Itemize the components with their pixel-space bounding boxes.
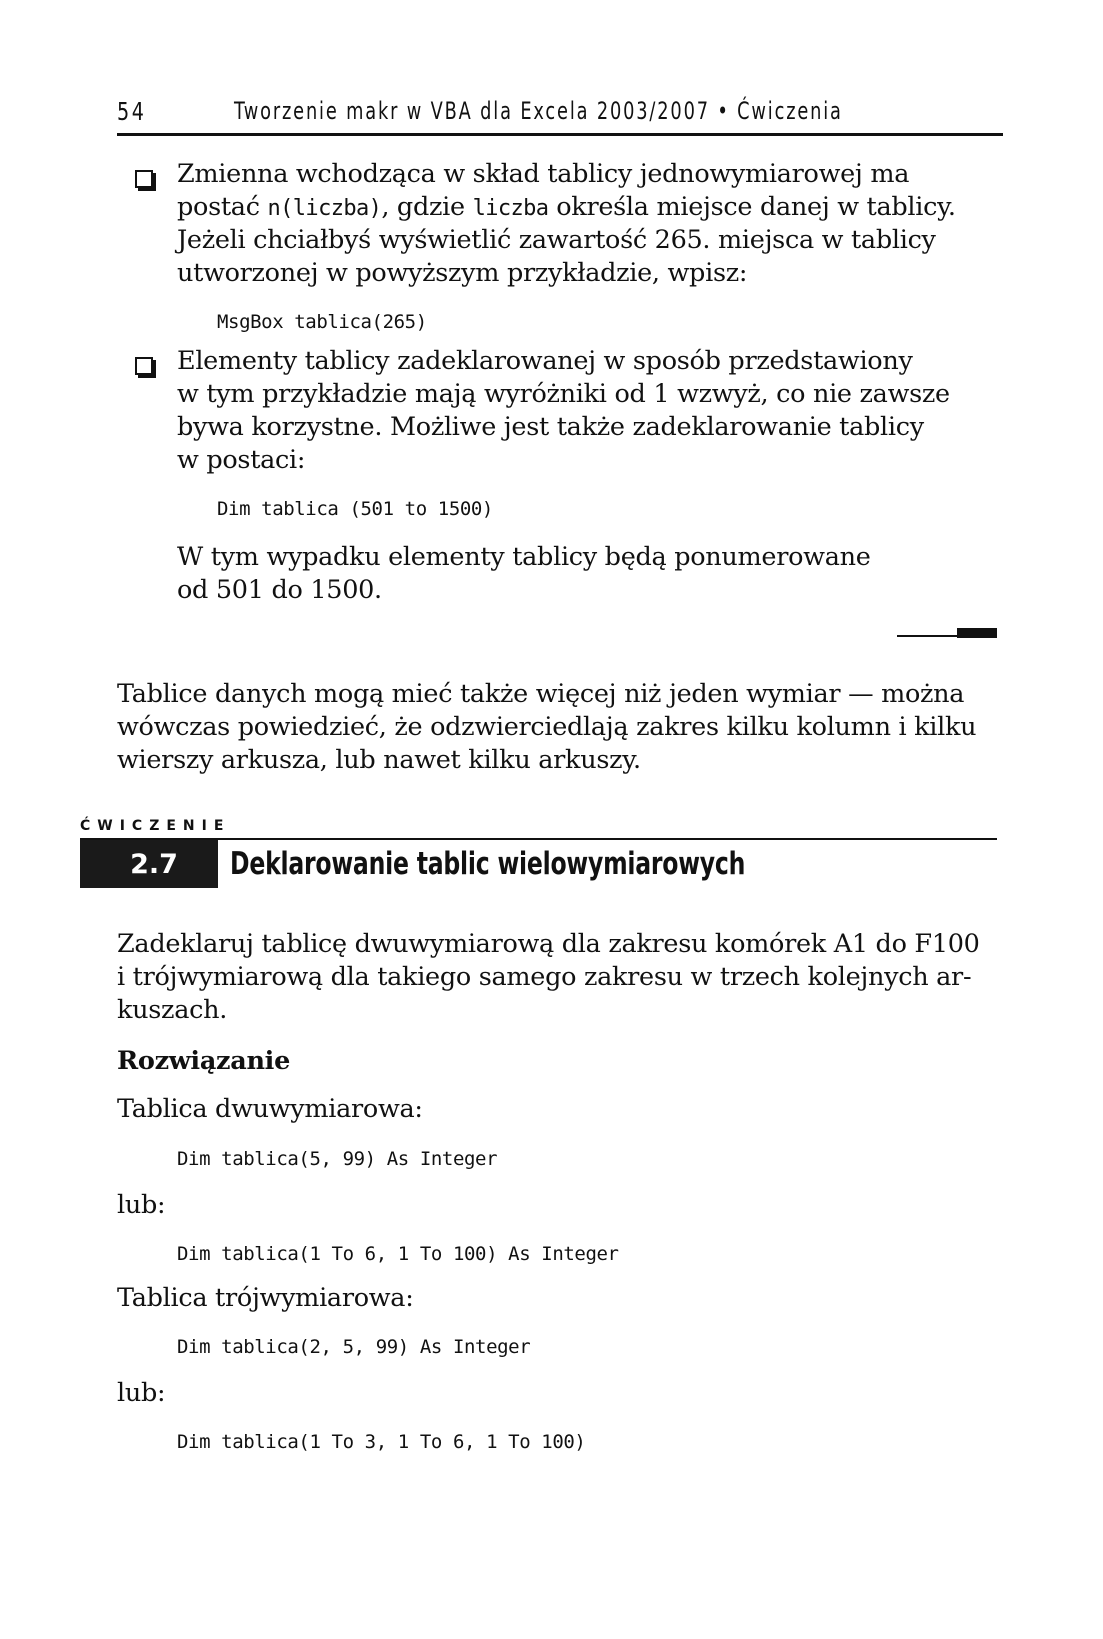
- paragraph-line1: Tablice danych mogą mieć także więcej niż jeden wymiar — można: [117, 679, 965, 709]
- page-number: 54: [117, 97, 147, 126]
- task-line3: kuszach.: [117, 995, 228, 1025]
- exercise-number: 2.7: [80, 840, 218, 888]
- two-dim-label: Tablica dwuwymiarowa:: [117, 1094, 423, 1124]
- code-line: Dim tablica(2, 5, 99) As Integer: [177, 1336, 531, 1358]
- code-line: Dim tablica(5, 99) As Integer: [177, 1148, 498, 1170]
- inline-code: n(liczba): [267, 196, 382, 221]
- code-line: Dim tablica (501 to 1500): [217, 498, 493, 520]
- bullet2-line2: w tym przykładzie mają wyróżniki od 1 wzwyż, co nie zawsze: [177, 379, 950, 409]
- bullet1-line2: postać n(liczba), gdzie liczba określa miejsce danej w tablicy.: [177, 192, 956, 222]
- or-label: lub:: [117, 1378, 166, 1408]
- end-marker-block: [957, 628, 997, 638]
- inline-code: liczba: [472, 196, 549, 221]
- checkbox-bullet-icon: [135, 357, 153, 375]
- bullet2-after-line2: od 501 do 1500.: [177, 575, 382, 605]
- bullet2-line3: bywa korzystne. Możliwe jest także zadeklarowanie tablicy: [177, 412, 924, 442]
- paragraph-line2: wówczas powiedzieć, że odzwierciedlają zakres kilku kolumn i kilku: [117, 712, 977, 742]
- paragraph-line3: wierszy arkusza, lub nawet kilku arkuszy.: [117, 745, 641, 775]
- three-dim-label: Tablica trójwymiarowa:: [117, 1283, 414, 1313]
- bullet2-line1: Elementy tablicy zadeklarowanej w sposób przedstawiony: [177, 346, 913, 376]
- or-label: lub:: [117, 1190, 166, 1220]
- bullet1-line4: utworzonej w powyższym przykładzie, wpisz:: [177, 258, 748, 288]
- task-line1: Zadeklaruj tablicę dwuwymiarową dla zakresu komórek A1 do F100: [117, 929, 980, 959]
- running-title: Tworzenie makr w VBA dla Excela 2003/2007 • Ćwiczenia: [234, 97, 843, 125]
- code-line: Dim tablica(1 To 3, 1 To 6, 1 To 100): [177, 1431, 586, 1453]
- bullet1-line3: Jeżeli chciałbyś wyświetlić zawartość 265. miejsca w tablicy: [177, 225, 936, 255]
- task-line2: i trójwymiarową dla takiego samego zakresu w trzech kolejnych ar-: [117, 962, 972, 992]
- code-line: Dim tablica(1 To 6, 1 To 100) As Integer: [177, 1243, 619, 1265]
- checkbox-bullet-icon: [135, 170, 153, 188]
- bullet2-line4: w postaci:: [177, 445, 306, 475]
- end-marker-rule: [897, 635, 957, 637]
- bullet1-line1: Zmienna wchodząca w skład tablicy jednowymiarowej ma: [177, 159, 910, 189]
- header-rule: [117, 133, 1003, 136]
- exercise-title: Deklarowanie tablic wielowymiarowych: [230, 846, 746, 882]
- code-line: MsgBox tablica(265): [217, 311, 427, 333]
- exercise-label: ĆWICZENIE: [80, 818, 231, 834]
- solution-heading: Rozwiązanie: [117, 1046, 290, 1076]
- bullet2-after-line1: W tym wypadku elementy tablicy będą ponumerowane: [177, 542, 871, 572]
